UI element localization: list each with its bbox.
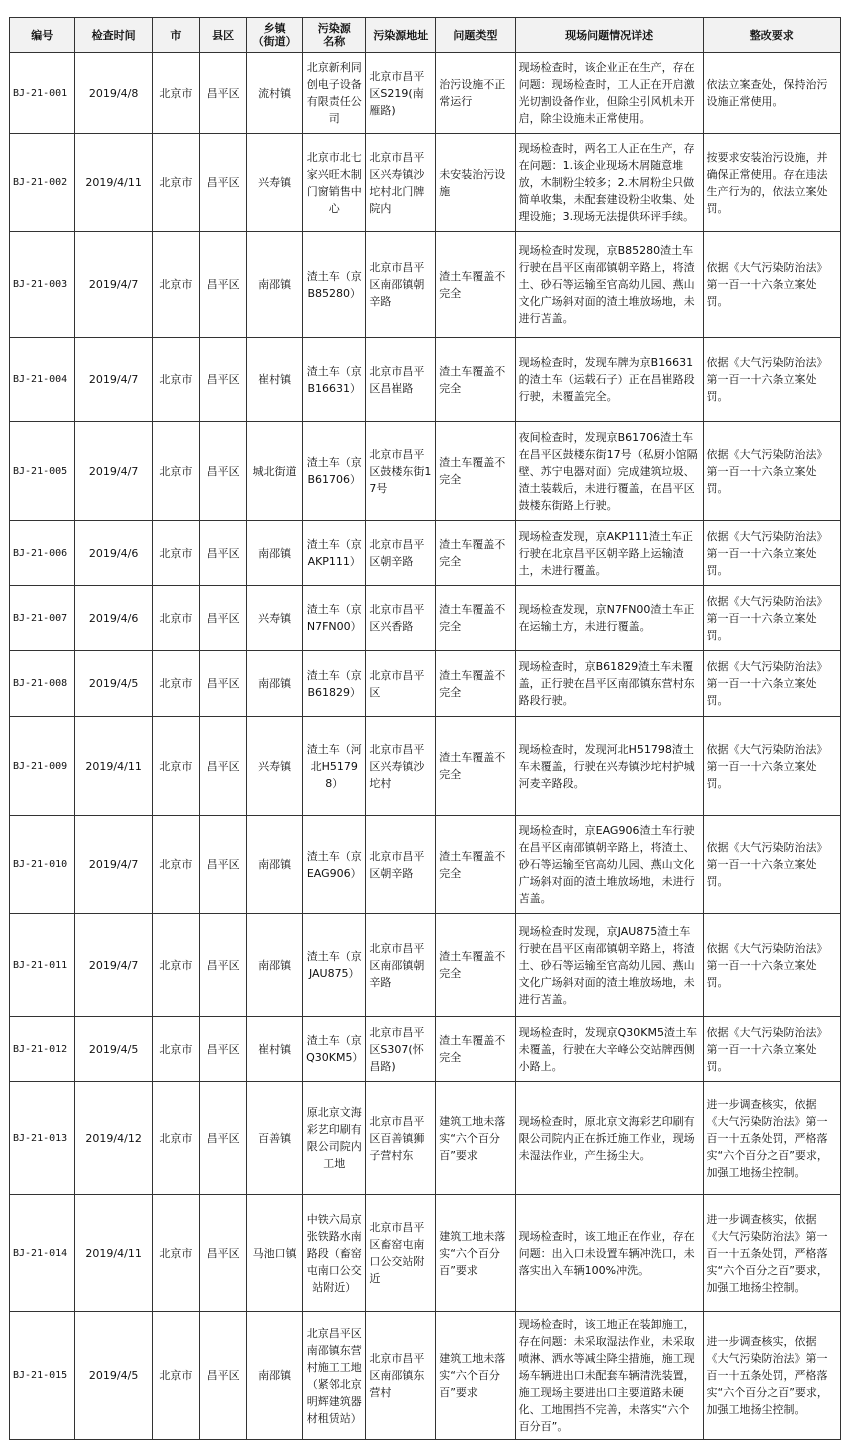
cell-requirement: 依据《大气污染防治法》第一百一十六条立案处罚。 (703, 1017, 840, 1082)
cell-district: 昌平区 (200, 53, 247, 134)
cell-requirement: 依法立案查处，保持治污设施正常使用。 (703, 53, 840, 134)
cell-town: 城北街道 (247, 422, 303, 521)
cell-date: 2019/4/7 (75, 338, 152, 422)
document (9, 17, 841, 1440)
cell-source-name: 渣土车（京EAG906） (303, 816, 366, 914)
cell-town: 南邵镇 (247, 521, 303, 586)
cell-district: 昌平区 (200, 816, 247, 914)
cell-date: 2019/4/7 (75, 914, 152, 1017)
cell-address: 北京市昌平区南邵镇朝辛路 (366, 914, 436, 1017)
cell-district: 昌平区 (200, 422, 247, 521)
cell-address: 北京市昌平区百善镇狮子营村东 (366, 1082, 436, 1195)
cell-source-name: 渣土车（京B61829） (303, 651, 366, 717)
cell-district: 昌平区 (200, 1082, 247, 1195)
cell-detail: 现场检查时发现，京JAU875渣土车行驶在昌平区南邵镇朝辛路上，将渣土、砂石等运输至官高幼儿园、燕山文化广场斜对面的渣土堆放场地，未进行苫盖。 (515, 914, 703, 1017)
cell-date: 2019/4/6 (75, 521, 152, 586)
cell-id: BJ-21-010 (10, 816, 75, 914)
cell-district: 昌平区 (200, 651, 247, 717)
cell-detail: 现场检查时，两名工人正在生产，存在问题：1.该企业现场木屑随意堆放，木制粉尘较多；2.木屑粉尘只做简单收集，未配套建设粉尘收集、处理设施；3.现场无法提供环评手续。 (515, 134, 703, 232)
cell-id: BJ-21-013 (10, 1082, 75, 1195)
cell-requirement: 依据《大气污染防治法》第一百一十六条立案处罚。 (703, 816, 840, 914)
cell-town: 兴寿镇 (247, 586, 303, 651)
cell-source-name: 渣土车（京B16631） (303, 338, 366, 422)
cell-town: 马池口镇 (247, 1195, 303, 1312)
cell-source-name: 渣土车（京N7FN00） (303, 586, 366, 651)
cell-source-name: 北京昌平区南邵镇东营村施工工地（紧邻北京明辉建筑器材租赁站） (303, 1312, 366, 1440)
cell-address: 北京市昌平区畜窑屯南口公交站附近 (366, 1195, 436, 1312)
cell-date: 2019/4/7 (75, 422, 152, 521)
cell-detail: 夜间检查时，发现京B61706渣土车在昌平区鼓楼东街17号（私厨小馆隔壁、苏宁电器对面）完成建筑垃圾、渣土装载后，未进行覆盖，在昌平区鼓楼东街路上行驶。 (515, 422, 703, 521)
col-header-requirement: 整改要求 (703, 18, 840, 53)
cell-detail: 现场检查时，京B61829渣土车未覆盖，正行驶在昌平区南邵镇东营村东路段行驶。 (515, 651, 703, 717)
cell-id: BJ-21-007 (10, 586, 75, 651)
col-header-district: 县区 (200, 18, 247, 53)
cell-town: 崔村镇 (247, 338, 303, 422)
cell-type: 渣土车覆盖不完全 (436, 422, 515, 521)
cell-address: 北京市昌平区朝辛路 (366, 521, 436, 586)
cell-city: 北京市 (152, 651, 199, 717)
cell-address: 北京市昌平区昌崔路 (366, 338, 436, 422)
cell-city: 北京市 (152, 53, 199, 134)
cell-city: 北京市 (152, 1017, 199, 1082)
cell-date: 2019/4/12 (75, 1082, 152, 1195)
col-header-town: 乡镇 （街道） (247, 18, 303, 53)
table-row (10, 1082, 841, 1195)
table-row (10, 1312, 841, 1440)
cell-detail: 现场检查时，京EAG906渣土车行驶在昌平区南邵镇朝辛路上，将渣土、砂石等运输至官高幼儿园、燕山文化广场斜对面的渣土堆放场地，未进行苫盖。 (515, 816, 703, 914)
cell-address: 北京市昌平区S219(南雁路) (366, 53, 436, 134)
cell-type: 建筑工地未落实“六个百分百”要求 (436, 1195, 515, 1312)
cell-city: 北京市 (152, 1082, 199, 1195)
cell-detail: 现场检查时，该企业正在生产，存在问题：现场检查时，工人正在开启激光切割设备作业，但除尘引风机未开启，除尘设施未正常使用。 (515, 53, 703, 134)
cell-detail: 现场检查时，原北京文海彩艺印刷有限公司院内正在拆迁施工作业，现场未湿法作业，产生扬尘大。 (515, 1082, 703, 1195)
cell-type: 渣土车覆盖不完全 (436, 232, 515, 338)
cell-detail: 现场检查时，该工地正在装卸施工，存在问题：未采取湿法作业，未采取喷淋、洒水等减尘降尘措施，施工现场车辆进出口未配套车辆清洗装置，施工现场主要进出口主要道路未硬化、工地围挡不完善，未落实“六个百分百”。 (515, 1312, 703, 1440)
cell-requirement: 依据《大气污染防治法》第一百一十六条立案处罚。 (703, 717, 840, 816)
table-row (10, 521, 841, 586)
cell-id: BJ-21-003 (10, 232, 75, 338)
col-header-address: 污染源地址 (366, 18, 436, 53)
cell-district: 昌平区 (200, 134, 247, 232)
cell-id: BJ-21-011 (10, 914, 75, 1017)
header-row (10, 18, 841, 53)
cell-requirement: 进一步调查核实，依据《大气污染防治法》第一百一十五条处罚，严格落实“六个百分之百”要求，加强工地扬尘控制。 (703, 1195, 840, 1312)
cell-town: 兴寿镇 (247, 717, 303, 816)
cell-date: 2019/4/11 (75, 717, 152, 816)
cell-date: 2019/4/5 (75, 1312, 152, 1440)
cell-id: BJ-21-014 (10, 1195, 75, 1312)
cell-detail: 现场检查时，发现京Q30KM5渣土车未覆盖，行驶在大辛峰公交站牌西侧小路上。 (515, 1017, 703, 1082)
cell-town: 南邵镇 (247, 232, 303, 338)
cell-requirement: 依据《大气污染防治法》第一百一十六条立案处罚。 (703, 521, 840, 586)
cell-type: 渣土车覆盖不完全 (436, 586, 515, 651)
cell-city: 北京市 (152, 586, 199, 651)
cell-type: 治污设施不正常运行 (436, 53, 515, 134)
table-row (10, 1195, 841, 1312)
cell-detail: 现场检查时，该工地正在作业，存在问题：出入口未设置车辆冲洗口，未落实出入车辆100%冲洗。 (515, 1195, 703, 1312)
cell-date: 2019/4/7 (75, 232, 152, 338)
cell-id: BJ-21-006 (10, 521, 75, 586)
cell-address: 北京市昌平区S307(怀昌路) (366, 1017, 436, 1082)
cell-id: BJ-21-009 (10, 717, 75, 816)
cell-address: 北京市昌平区朝辛路 (366, 816, 436, 914)
cell-district: 昌平区 (200, 586, 247, 651)
cell-city: 北京市 (152, 1195, 199, 1312)
table-row (10, 134, 841, 232)
cell-town: 流村镇 (247, 53, 303, 134)
cell-source-name: 渣土车（京Q30KM5） (303, 1017, 366, 1082)
cell-source-name: 渣土车（京B61706） (303, 422, 366, 521)
cell-town: 兴寿镇 (247, 134, 303, 232)
cell-city: 北京市 (152, 717, 199, 816)
cell-detail: 现场检查时发现，京B85280渣土车行驶在昌平区南邵镇朝辛路上，将渣土、砂石等运输至官高幼儿园、燕山文化广场斜对面的渣土堆放场地，未进行苫盖。 (515, 232, 703, 338)
cell-district: 昌平区 (200, 717, 247, 816)
cell-address: 北京市昌平区兴寿镇沙坨村北门牌院内 (366, 134, 436, 232)
cell-requirement: 进一步调查核实，依据《大气污染防治法》第一百一十五条处罚，严格落实“六个百分之百”要求，加强工地扬尘控制。 (703, 1312, 840, 1440)
cell-type: 未安装治污设施 (436, 134, 515, 232)
col-header-detail: 现场问题情况详述 (515, 18, 703, 53)
cell-type: 渣土车覆盖不完全 (436, 651, 515, 717)
cell-source-name: 渣土车（京B85280） (303, 232, 366, 338)
table-row (10, 53, 841, 134)
cell-district: 昌平区 (200, 1017, 247, 1082)
col-header-date: 检查时间 (75, 18, 152, 53)
cell-district: 昌平区 (200, 338, 247, 422)
cell-address: 北京市昌平区南邵镇朝辛路 (366, 232, 436, 338)
cell-date: 2019/4/11 (75, 1195, 152, 1312)
table-row (10, 816, 841, 914)
cell-date: 2019/4/8 (75, 53, 152, 134)
cell-date: 2019/4/7 (75, 816, 152, 914)
cell-city: 北京市 (152, 232, 199, 338)
cell-date: 2019/4/5 (75, 1017, 152, 1082)
cell-id: BJ-21-001 (10, 53, 75, 134)
table-row (10, 422, 841, 521)
table-row (10, 586, 841, 651)
cell-type: 渣土车覆盖不完全 (436, 914, 515, 1017)
cell-type: 渣土车覆盖不完全 (436, 338, 515, 422)
cell-city: 北京市 (152, 1312, 199, 1440)
cell-date: 2019/4/5 (75, 651, 152, 717)
cell-type: 建筑工地未落实“六个百分百”要求 (436, 1082, 515, 1195)
table-row (10, 1017, 841, 1082)
cell-date: 2019/4/11 (75, 134, 152, 232)
cell-city: 北京市 (152, 338, 199, 422)
cell-address: 北京市昌平区南邵镇东营村 (366, 1312, 436, 1440)
cell-requirement: 按要求安装治污设施，并确保正常使用。存在违法生产行为的，依法立案处罚。 (703, 134, 840, 232)
cell-requirement: 依据《大气污染防治法》第一百一十六条立案处罚。 (703, 586, 840, 651)
cell-type: 建筑工地未落实“六个百分百”要求 (436, 1312, 515, 1440)
cell-id: BJ-21-002 (10, 134, 75, 232)
table-row (10, 717, 841, 816)
table-row (10, 338, 841, 422)
cell-source-name: 渣土车（京AKP111） (303, 521, 366, 586)
cell-address: 北京市昌平区兴香路 (366, 586, 436, 651)
table-row (10, 232, 841, 338)
table-row (10, 914, 841, 1017)
cell-id: BJ-21-008 (10, 651, 75, 717)
table-row (10, 651, 841, 717)
cell-source-name: 北京新利同创电子设备有限责任公司 (303, 53, 366, 134)
cell-requirement: 依据《大气污染防治法》第一百一十六条立案处罚。 (703, 338, 840, 422)
cell-requirement: 依据《大气污染防治法》第一百一十六条立案处罚。 (703, 651, 840, 717)
cell-district: 昌平区 (200, 521, 247, 586)
cell-source-name: 渣土车（京JAU875） (303, 914, 366, 1017)
col-header-id: 编号 (10, 18, 75, 53)
cell-address: 北京市昌平区兴寿镇沙坨村 (366, 717, 436, 816)
table-body (10, 53, 841, 1440)
cell-city: 北京市 (152, 134, 199, 232)
cell-requirement: 依据《大气污染防治法》第一百一十六条立案处罚。 (703, 914, 840, 1017)
cell-district: 昌平区 (200, 1195, 247, 1312)
cell-district: 昌平区 (200, 1312, 247, 1440)
cell-address: 北京市昌平区鼓楼东街17号 (366, 422, 436, 521)
cell-id: BJ-21-005 (10, 422, 75, 521)
cell-type: 渣土车覆盖不完全 (436, 816, 515, 914)
cell-town: 南邵镇 (247, 651, 303, 717)
cell-city: 北京市 (152, 914, 199, 1017)
col-header-type: 问题类型 (436, 18, 515, 53)
cell-requirement: 依据《大气污染防治法》第一百一十六条立案处罚。 (703, 422, 840, 521)
cell-district: 昌平区 (200, 914, 247, 1017)
cell-requirement: 进一步调查核实，依据《大气污染防治法》第一百一十五条处罚，严格落实“六个百分之百”要求，加强工地扬尘控制。 (703, 1082, 840, 1195)
cell-town: 南邵镇 (247, 914, 303, 1017)
cell-type: 渣土车覆盖不完全 (436, 521, 515, 586)
cell-address: 北京市昌平区 (366, 651, 436, 717)
cell-type: 渣土车覆盖不完全 (436, 1017, 515, 1082)
cell-detail: 现场检查时，发现车牌为京B16631的渣土车（运载石子）正在昌崔路段行驶，未覆盖完全。 (515, 338, 703, 422)
cell-type: 渣土车覆盖不完全 (436, 717, 515, 816)
cell-district: 昌平区 (200, 232, 247, 338)
cell-town: 百善镇 (247, 1082, 303, 1195)
inspection-table (9, 17, 841, 1440)
cell-source-name: 原北京文海彩艺印刷有限公司院内工地 (303, 1082, 366, 1195)
cell-source-name: 渣土车（河北H51798） (303, 717, 366, 816)
cell-city: 北京市 (152, 422, 199, 521)
cell-town: 南邵镇 (247, 1312, 303, 1440)
cell-date: 2019/4/6 (75, 586, 152, 651)
col-header-city: 市 (152, 18, 199, 53)
cell-source-name: 中铁六局京张铁路水南路段（畜窑屯南口公交站附近） (303, 1195, 366, 1312)
cell-city: 北京市 (152, 816, 199, 914)
cell-requirement: 依据《大气污染防治法》第一百一十六条立案处罚。 (703, 232, 840, 338)
cell-id: BJ-21-004 (10, 338, 75, 422)
cell-town: 崔村镇 (247, 1017, 303, 1082)
cell-detail: 现场检查发现，京N7FN00渣土车正在运输土方，未进行覆盖。 (515, 586, 703, 651)
cell-detail: 现场检查发现，京AKP111渣土车正行驶在北京昌平区朝辛路上运输渣土，未进行覆盖。 (515, 521, 703, 586)
cell-source-name: 北京市北七家兴旺木制门窗销售中心 (303, 134, 366, 232)
cell-id: BJ-21-015 (10, 1312, 75, 1440)
cell-city: 北京市 (152, 521, 199, 586)
cell-detail: 现场检查时，发现河北H51798渣土车未覆盖，行驶在兴寿镇沙坨村护城河麦辛路段。 (515, 717, 703, 816)
cell-id: BJ-21-012 (10, 1017, 75, 1082)
col-header-source-name: 污染源 名称 (303, 18, 366, 53)
cell-town: 南邵镇 (247, 816, 303, 914)
